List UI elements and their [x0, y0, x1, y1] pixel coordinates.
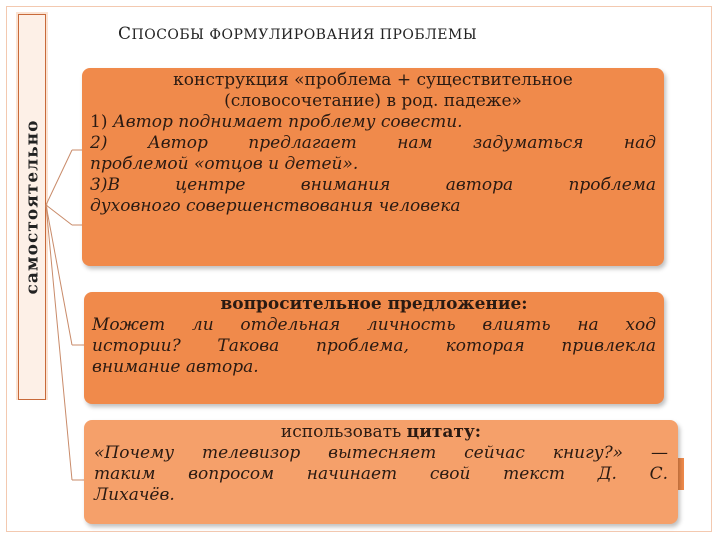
box3-heading-bold: цитату:	[406, 422, 482, 442]
box1-line1: конструкция «проблема + существительное	[173, 70, 573, 90]
box3-heading	[94, 422, 668, 443]
box2-heading: вопросительное предложение:	[220, 294, 528, 314]
box1-line2: (словосочетание) в род. падеже»	[224, 91, 522, 111]
box1-line3	[90, 112, 656, 133]
method-box-construction	[82, 68, 664, 266]
box2-line3: внимание автора.	[92, 357, 259, 377]
box3-line3: Лихачёв.	[94, 485, 175, 505]
box2-line1: Может ли отдельная личность влиять на ход	[92, 315, 656, 335]
box1-line3-text: Автор поднимает проблему совести.	[107, 112, 463, 132]
method-box-quote	[84, 420, 678, 524]
side-label-text: самостоятельно	[22, 119, 43, 295]
box2-line2: истории? Такова проблема, которая привлекла	[92, 336, 656, 356]
method-box-question	[84, 292, 664, 404]
box1-line5: проблемой «отцов и детей».	[90, 154, 359, 174]
box1-line7: духовного совершенствования человека	[90, 196, 461, 216]
title-part-2: ФОРМУЛИРОВАНИЯ ПРОБЛЕМЫ	[209, 27, 478, 43]
title-first-letter: С	[118, 24, 132, 44]
box3-line1: «Почему телевизор вытесняет сейчас книгу?» —	[94, 443, 668, 463]
box1-line3-number: 1)	[90, 112, 108, 132]
box1-line4: 2) Автор предлагает нам задуматься над	[90, 133, 656, 153]
box1-line6: 3)В центре внимания автора проблема	[90, 175, 656, 195]
title-part-1: ПОСОБЫ	[131, 27, 210, 43]
box3-line2: таким вопросом начинает свой текст Д. С.	[94, 464, 668, 484]
box3-heading-plain: использовать	[280, 422, 407, 442]
